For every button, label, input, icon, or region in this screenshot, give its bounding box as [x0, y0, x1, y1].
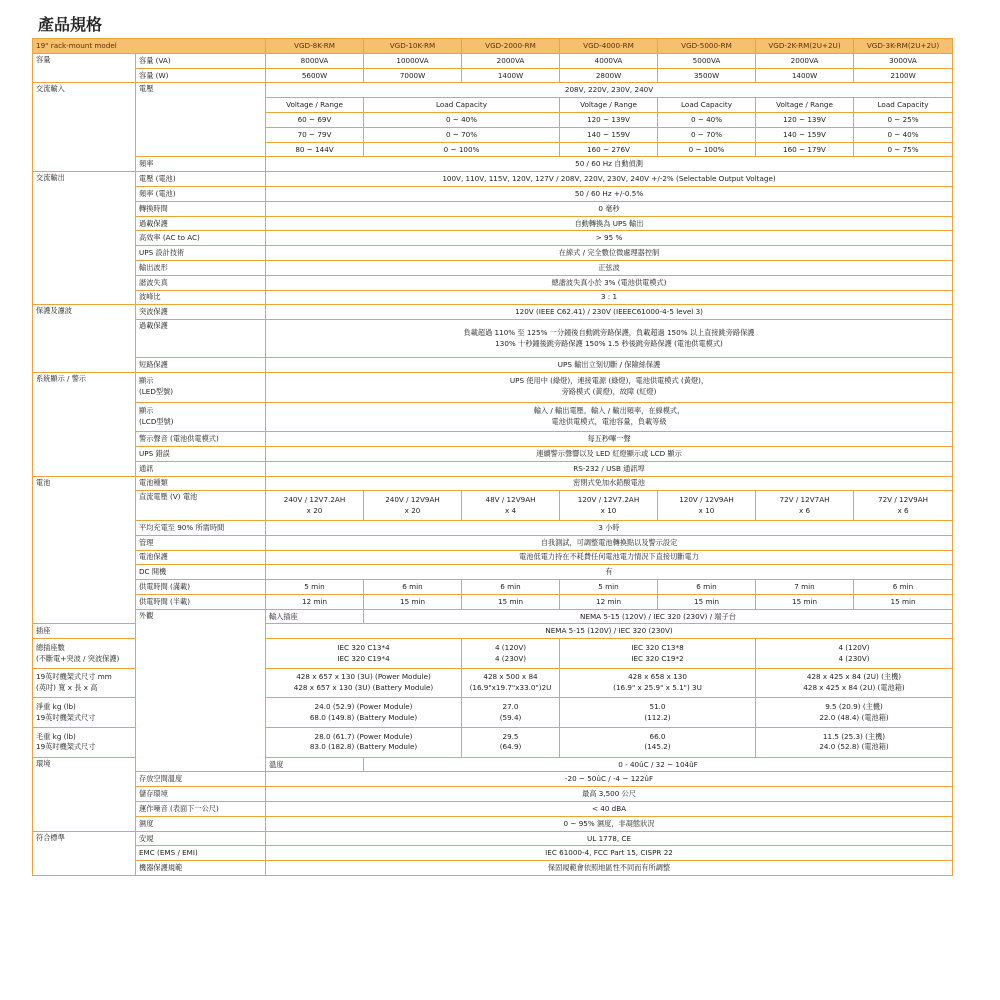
cell: 160 ~ 276V — [560, 142, 658, 157]
model-name: VGD-10K-RM — [364, 39, 462, 54]
row-label — [33, 728, 136, 758]
cell: 0 ~ 40% — [364, 112, 560, 127]
label-line: (LED型號) — [139, 387, 174, 397]
ac-output-row — [33, 231, 953, 246]
cell: 2100W — [854, 68, 953, 83]
cell: UPS 輸出立刻切斷 / 保險絲保護 — [266, 358, 953, 373]
section-label: 交流輸入 — [33, 83, 136, 172]
ac-output-row — [33, 186, 953, 201]
cell: 50 / 60 Hz 自動偵測 — [266, 157, 953, 172]
cell: 0 ~ 95% 濕度，非凝態狀況 — [266, 816, 953, 831]
cell: 3 : 1 — [266, 290, 953, 305]
cell — [756, 698, 953, 728]
cell — [756, 639, 953, 669]
cell: 0 ~ 75% — [854, 142, 953, 157]
ac-output-row — [33, 290, 953, 305]
row-label: 輸出波形 — [136, 260, 266, 275]
dc-count: x 4 — [504, 505, 517, 515]
section-label: 外觀 — [136, 609, 266, 772]
ac-output-row — [33, 216, 953, 231]
capacity-w-row — [33, 68, 953, 83]
cell: 5 min — [560, 580, 658, 595]
battery-protect-row — [33, 550, 953, 565]
cell: 連續警示聲響以及 LED 紅燈顯示或 LCD 顯示 — [266, 446, 953, 461]
protection-short-row — [33, 358, 953, 373]
row-label — [33, 668, 136, 698]
cell — [462, 698, 560, 728]
value-line: (145.2) — [644, 742, 671, 752]
sub-header: Voltage / Range — [266, 98, 364, 113]
section-label: 容量 — [33, 53, 136, 83]
cell: 0 ~ 70% — [658, 127, 756, 142]
cell: 0 ~ 25% — [854, 112, 953, 127]
cell: 60 ~ 69V — [266, 112, 364, 127]
row-label: EMC (EMS / EMI) — [136, 846, 266, 861]
row-label: 警示聲音 (電池供電模式) — [136, 432, 266, 447]
row-label: 過載保護 — [136, 216, 266, 231]
label-line: (LCD型號) — [139, 416, 174, 426]
cell: 最高 3,500 公尺 — [266, 787, 953, 802]
value-line: (112.2) — [644, 712, 671, 722]
label-line: 顯示 — [139, 376, 154, 386]
cell: 0 ~ 70% — [364, 127, 560, 142]
cell — [266, 491, 364, 521]
row-label: 突波保護 — [136, 305, 266, 320]
row-label: 波峰比 — [136, 290, 266, 305]
display-alarm-row — [33, 432, 953, 447]
cell: 100V, 110V, 115V, 120V, 127V / 208V, 220V, 230V, 240V +/-2% (Selectable Output Voltage) — [266, 172, 953, 187]
cell — [756, 491, 854, 521]
row-label: 安規 — [136, 831, 266, 846]
cell: 自動轉換為 UPS 輸出 — [266, 216, 953, 231]
cell: 140 ~ 159V — [756, 127, 854, 142]
row-label: 電池種類 — [136, 476, 266, 491]
value-line: 27.0 — [502, 701, 519, 711]
cell: 15 min — [658, 594, 756, 609]
value-line: (64.9) — [499, 742, 522, 752]
cell: 6 min — [658, 580, 756, 595]
row-label: 通訊 — [136, 461, 266, 476]
value-line: 4 (230V) — [494, 653, 527, 663]
value-line: IEC 320 C13*4 — [337, 642, 390, 652]
row-label: 機器保護規範 — [136, 861, 266, 876]
cell: 12 min — [560, 594, 658, 609]
battery-full-row — [33, 580, 953, 595]
cell — [756, 728, 953, 758]
display-led-row — [33, 372, 953, 402]
cell: 密閉式免加水鉛酸電池 — [266, 476, 953, 491]
dc-count: x 6 — [897, 505, 909, 515]
value-line: (16.9"x19.7"x33.0")2U — [469, 683, 552, 693]
row-label: 供電時間 (滿載) — [136, 580, 266, 595]
cell: 70 ~ 79V — [266, 127, 364, 142]
ac-output-row — [33, 275, 953, 290]
cell: 0 ~ 40% — [658, 112, 756, 127]
row-label — [136, 402, 266, 432]
ac-input-frequency-row — [33, 157, 953, 172]
cell: 15 min — [364, 594, 462, 609]
dc-spec: 72V / 12V9AH — [878, 494, 929, 504]
row-label: 供電時間 (半載) — [136, 594, 266, 609]
value-line: UPS 使用中 (綠燈)，連接電源 (綠燈)，電池供電模式 (黃燈)， — [509, 376, 709, 386]
cell: 3000VA — [854, 53, 953, 68]
cell — [266, 668, 462, 698]
environment-row — [33, 772, 953, 787]
cell: UL 1778, CE — [266, 831, 953, 846]
cell: 6 min — [462, 580, 560, 595]
cell: 12 min — [266, 594, 364, 609]
row-label: 電壓 — [136, 83, 266, 157]
protection-overload-row — [33, 320, 953, 358]
row-label: 頻率 (電池) — [136, 186, 266, 201]
cell: 1400W — [756, 68, 854, 83]
row-label: 直流電壓 (V) 電池 — [136, 491, 266, 521]
row-label: 轉換時間 — [136, 201, 266, 216]
row-label: 電池保護 — [136, 550, 266, 565]
environment-row — [33, 816, 953, 831]
cell: 4000VA — [560, 53, 658, 68]
cell: 2800W — [560, 68, 658, 83]
cell: 1400W — [462, 68, 560, 83]
cell — [462, 728, 560, 758]
value-line: 428 x 657 x 130 (3U) (Power Module) — [296, 672, 431, 682]
sub-header: Voltage / Range — [560, 98, 658, 113]
model-name: VGD-8K-RM — [266, 39, 364, 54]
cell: 總諧波失真小於 3% (電池供電模式) — [266, 275, 953, 290]
cell — [266, 728, 462, 758]
value-line: 旁路模式 (黃燈)，故障 (紅燈) — [561, 387, 657, 397]
cell: -20 ~ 50ûC / -4 ~ 122ûF — [266, 772, 953, 787]
label-line: 毛重 kg (lb) — [36, 731, 76, 741]
row-label: 儲存環境 — [136, 787, 266, 802]
section-label: 保護及濾波 — [33, 305, 136, 373]
section-label: 符合標準 — [33, 831, 136, 875]
cell: 10000VA — [364, 53, 462, 68]
dc-spec: 120V / 12V9AH — [679, 494, 734, 504]
value-line: 428 x 500 x 84 — [483, 672, 538, 682]
cell: 50 / 60 Hz +/-0.5% — [266, 186, 953, 201]
cell: 0 ~ 100% — [658, 142, 756, 157]
protection-surge-row — [33, 305, 953, 320]
cell: RS-232 / USB 通訊埠 — [266, 461, 953, 476]
value-line: IEC 320 C13*8 — [631, 642, 684, 652]
cell — [266, 402, 953, 432]
cell: 自我測試，可調整電池轉換點以及警示設定 — [266, 535, 953, 550]
dc-spec: 72V / 12V7AH — [779, 494, 830, 504]
value-line: IEC 320 C19*2 — [631, 653, 684, 663]
cell: 0 毫秒 — [266, 201, 953, 216]
value-line: 輸入 / 輸出電壓，輸入 / 輸出頻率，在線模式， — [533, 406, 685, 416]
cell: 3500W — [658, 68, 756, 83]
cell — [266, 372, 953, 402]
row-label: 容量 (W) — [136, 68, 266, 83]
cell — [560, 491, 658, 521]
ac-output-row — [33, 260, 953, 275]
model-name: VGD-4000-RM — [560, 39, 658, 54]
value-line: 4 (230V) — [838, 653, 870, 663]
cell — [364, 491, 462, 521]
overload-line: 負載超過 110% 至 125% 一分鐘後自動跳旁路保護，負載超過 150% 以上直接跳旁路保護 — [463, 327, 755, 337]
standards-row — [33, 846, 953, 861]
value-line: IEC 320 C19*4 — [337, 653, 390, 663]
display-lcd-row — [33, 402, 953, 432]
section-label: 系統顯示 / 警示 — [33, 372, 136, 476]
row-label: UPS 錯誤 — [136, 446, 266, 461]
row-label: 存放空間溫度 — [136, 772, 266, 787]
model-name: VGD-3K-RM(2U+2U) — [854, 39, 953, 54]
value-line: 66.0 — [649, 731, 666, 741]
row-label: DC 開機 — [136, 565, 266, 580]
row-label: 高效率 (AC to AC) — [136, 231, 266, 246]
capacity-va-row — [33, 53, 953, 68]
dc-spec: 120V / 12V7.2AH — [577, 494, 640, 504]
cell — [560, 728, 756, 758]
cell: 7000W — [364, 68, 462, 83]
model-name: VGD-2000-RM — [462, 39, 560, 54]
row-label: 頻率 — [136, 157, 266, 172]
standards-row — [33, 861, 953, 876]
dc-spec: 240V / 12V9AH — [385, 494, 440, 504]
spec-sheet — [32, 38, 952, 990]
cell: 15 min — [756, 594, 854, 609]
cell: 120 ~ 139V — [560, 112, 658, 127]
row-label — [136, 372, 266, 402]
row-label: 短路保護 — [136, 358, 266, 373]
cell — [462, 491, 560, 521]
section-label: 環境 — [33, 757, 136, 831]
battery-half-row — [33, 594, 953, 609]
battery-charge-row — [33, 520, 953, 535]
dc-count: x 6 — [798, 505, 811, 515]
row-label: 平均充電至 90% 所需時間 — [136, 520, 266, 535]
ac-output-row — [33, 172, 953, 187]
cell: 160 ~ 179V — [756, 142, 854, 157]
environment-row — [33, 802, 953, 817]
row-label: 運作噪音 (表面下一公尺) — [136, 802, 266, 817]
ac-output-row — [33, 201, 953, 216]
model-name: VGD-5000-RM — [658, 39, 756, 54]
cell: 有 — [266, 565, 953, 580]
row-label: 溫度 — [266, 757, 364, 772]
battery-type-row — [33, 476, 953, 491]
cell: 120V (IEEE C62.41) / 230V (IEEEC61000-4-5 level 3) — [266, 305, 953, 320]
label-line: 總插座數 — [36, 642, 65, 652]
label-line: 19英吋機架式尺寸 mm — [36, 672, 112, 682]
row-label: 諧波失真 — [136, 275, 266, 290]
cell: 2000VA — [462, 53, 560, 68]
value-line: 9.5 (20.9) (主機) — [825, 701, 883, 711]
row-label: 電壓 (電池) — [136, 172, 266, 187]
row-label — [33, 639, 136, 669]
sub-header: Load Capacity — [658, 98, 756, 113]
cell: 8000VA — [266, 53, 364, 68]
row-label: 過載保護 — [136, 320, 266, 358]
cell: 6 min — [364, 580, 462, 595]
value-line: (59.4) — [499, 712, 522, 722]
dc-spec: 48V / 12V9AH — [485, 494, 536, 504]
cell: 0 ~ 100% — [364, 142, 560, 157]
cell: > 95 % — [266, 231, 953, 246]
value-line: 428 x 658 x 130 — [628, 672, 687, 682]
value-line: (16.9" x 25.9" x 5.1") 3U — [613, 683, 702, 693]
row-label: 插座 — [33, 624, 136, 639]
dc-count: x 10 — [698, 505, 715, 515]
value-line: 24.0 (52.9) (Power Module) — [314, 701, 413, 711]
cell: NEMA 5-15 (120V) / IEC 320 (230V) — [266, 624, 953, 639]
dc-count: x 10 — [600, 505, 617, 515]
cell: 正弦波 — [266, 260, 953, 275]
cell: 0 ~ 40% — [854, 127, 953, 142]
display-comm-row — [33, 461, 953, 476]
overload-line: 130% 十秒鐘後跳旁路保護 150% 1.5 秒後跳旁路保護 (電池供電模式) — [495, 338, 723, 348]
row-label: 容量 (VA) — [136, 53, 266, 68]
value-line: 83.0 (182.8) (Battery Module) — [309, 742, 418, 752]
dc-count: x 20 — [306, 505, 323, 515]
cell: 80 ~ 144V — [266, 142, 364, 157]
environment-row — [33, 787, 953, 802]
label-line: (英吋) 寬 x 長 x 高 — [36, 683, 98, 693]
cell: IEC 61000-4, FCC Part 15, CISPR 22 — [266, 846, 953, 861]
cell: 3 小時 — [266, 520, 953, 535]
cell: 6 min — [854, 580, 953, 595]
ac-output-row — [33, 246, 953, 261]
row-label: UPS 設計技術 — [136, 246, 266, 261]
label-line: 19英吋機架式尺寸 — [36, 712, 96, 722]
cell: 電池低電力持在不耗費任何電池電力情況下直接切斷電力 — [266, 550, 953, 565]
cell: NEMA 5-15 (120V) / IEC 320 (230V) / 端子台 — [364, 609, 953, 624]
cell: 15 min — [854, 594, 953, 609]
cell: 7 min — [756, 580, 854, 595]
physical-inlet-row — [33, 609, 953, 624]
cell: 5 min — [266, 580, 364, 595]
section-label: 電池 — [33, 476, 136, 624]
battery-mgmt-row — [33, 535, 953, 550]
cell — [266, 639, 462, 669]
cell: 每五秒嗶一聲 — [266, 432, 953, 447]
cell — [266, 320, 953, 358]
header-label: 19" rack-mount model — [33, 39, 266, 54]
cell: 208V, 220V, 230V, 240V — [266, 83, 953, 98]
cell: < 40 dBA — [266, 802, 953, 817]
value-line: 4 (120V) — [494, 642, 527, 652]
cell: 5000VA — [658, 53, 756, 68]
value-line: 428 x 425 x 84 (2U) (電池箱) — [803, 683, 905, 693]
value-line: 29.5 — [502, 731, 519, 741]
display-fault-row — [33, 446, 953, 461]
standards-row — [33, 831, 953, 846]
page-title: 產品規格 — [38, 15, 103, 34]
cell — [854, 491, 953, 521]
label-line: 淨重 kg (lb) — [36, 701, 76, 711]
value-line: 11.5 (25.3) (主機) — [822, 731, 886, 741]
cell — [560, 639, 756, 669]
cell: 0 - 40ûC / 32 ~ 104ûF — [364, 757, 953, 772]
label-line: 顯示 — [139, 406, 154, 416]
value-line: 22.0 (48.4) (電池箱) — [819, 712, 889, 722]
cell: 保固規範會依照地區性不同而有所調整 — [266, 861, 953, 876]
value-line: 68.0 (149.8) (Battery Module) — [309, 712, 418, 722]
row-label — [33, 698, 136, 728]
cell: 140 ~ 159V — [560, 127, 658, 142]
spec-table — [32, 38, 953, 876]
ac-input-voltage-row — [33, 83, 953, 98]
value-line: 428 x 657 x 130 (3U) (Battery Module) — [293, 683, 434, 693]
dc-spec: 240V / 12V7.2AH — [283, 494, 346, 504]
battery-dcstart-row — [33, 565, 953, 580]
cell — [462, 639, 560, 669]
cell — [658, 491, 756, 521]
value-line: 電池供電模式，電池容量，負載等級 — [551, 416, 667, 426]
cell — [756, 668, 953, 698]
cell — [560, 668, 756, 698]
cell — [462, 668, 560, 698]
cell — [266, 698, 462, 728]
cell: 5600W — [266, 68, 364, 83]
battery-dc-row — [33, 491, 953, 521]
dc-count: x 20 — [404, 505, 421, 515]
label-line: 19英吋機架式尺寸 — [36, 742, 96, 752]
label-line: (不斷電+突波 / 突波保護) — [36, 653, 120, 663]
value-line: 28.0 (61.7) (Power Module) — [314, 731, 413, 741]
value-line: 24.0 (52.8) (電池箱) — [819, 742, 889, 752]
cell: 120 ~ 139V — [756, 112, 854, 127]
cell: 在線式 / 完全數位微處理器控制 — [266, 246, 953, 261]
sub-header: Load Capacity — [854, 98, 953, 113]
sub-header: Voltage / Range — [756, 98, 854, 113]
value-line: 51.0 — [649, 701, 666, 711]
row-label: 輸入插座 — [266, 609, 364, 624]
sub-header: Load Capacity — [364, 98, 560, 113]
header-row — [33, 39, 953, 54]
model-name: VGD-2K-RM(2U+2U) — [756, 39, 854, 54]
cell — [560, 698, 756, 728]
row-label: 管理 — [136, 535, 266, 550]
section-label: 交流輸出 — [33, 172, 136, 305]
cell: 15 min — [462, 594, 560, 609]
cell: 2000VA — [756, 53, 854, 68]
row-label: 濕度 — [136, 816, 266, 831]
value-line: 4 (120V) — [838, 642, 870, 652]
value-line: 428 x 425 x 84 (2U) (主機) — [806, 672, 902, 682]
